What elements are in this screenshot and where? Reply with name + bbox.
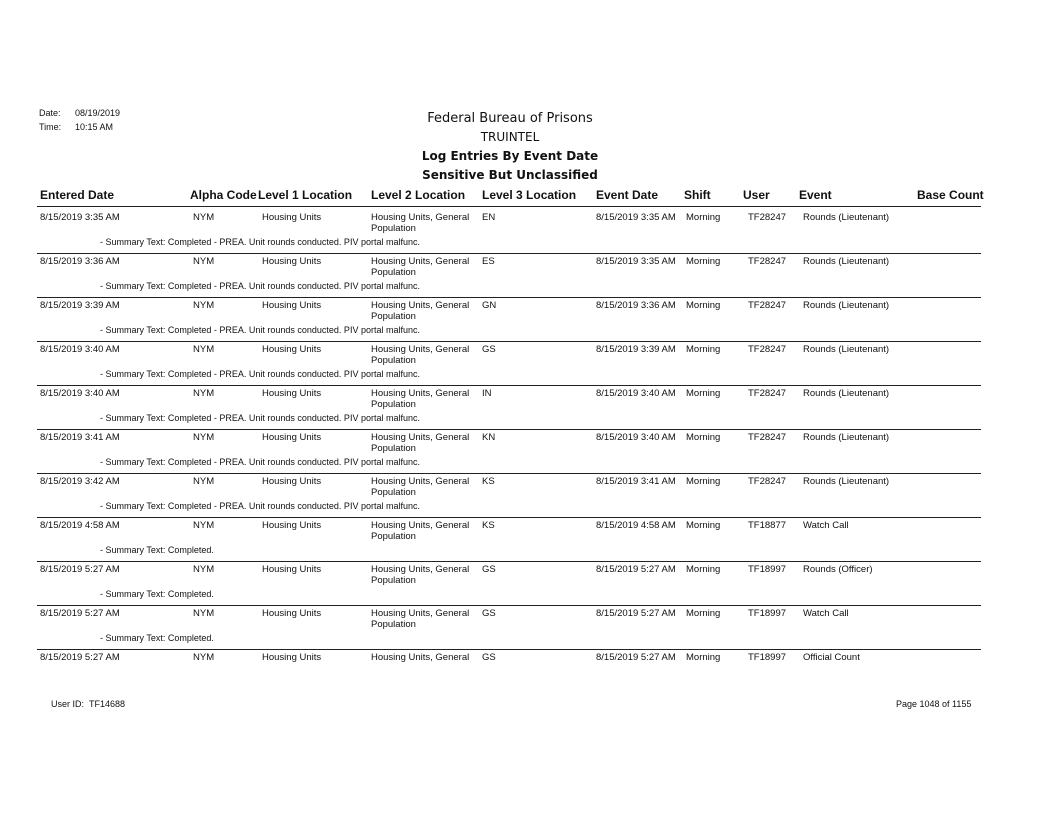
column-header: Level 1 Location xyxy=(258,188,353,202)
column-header: Event xyxy=(799,188,832,202)
cell-user: TF28247 xyxy=(748,212,787,223)
row-divider xyxy=(37,561,981,562)
cell-event: Watch Call xyxy=(803,608,849,619)
report-time: Time: 10:15 AM xyxy=(39,122,114,132)
cell-alpha: NYM xyxy=(193,608,215,619)
cell-l1: Housing Units xyxy=(262,388,322,399)
cell-entered: 8/15/2019 3:36 AM xyxy=(40,256,120,267)
cell-shift: Morning xyxy=(686,564,721,575)
cell-l2: Housing Units, General Population xyxy=(371,520,470,542)
cell-l1: Housing Units xyxy=(262,212,322,223)
cell-l2: Housing Units, General Population xyxy=(371,476,470,498)
cell-l1: Housing Units xyxy=(262,432,322,443)
page-number: Page 1048 of 1155 xyxy=(896,699,972,709)
column-header: Shift xyxy=(684,188,711,202)
cell-l1: Housing Units xyxy=(262,300,322,311)
cell-l3: KN xyxy=(482,432,496,443)
cell-l3: KS xyxy=(482,476,495,487)
cell-event_date: 8/15/2019 3:40 AM xyxy=(596,388,676,399)
cell-user: TF18877 xyxy=(748,520,787,531)
summary-text: - Summary Text: Completed - PREA. Unit rounds conducted. PIV portal malfunc. xyxy=(100,325,420,335)
cell-event_date: 8/15/2019 3:39 AM xyxy=(596,344,676,355)
footer-user: User ID: TF14688 xyxy=(51,699,126,709)
cell-event_date: 8/15/2019 3:35 AM xyxy=(596,256,676,267)
cell-entered: 8/15/2019 5:27 AM xyxy=(40,564,120,575)
cell-shift: Morning xyxy=(686,300,721,311)
row-divider xyxy=(37,297,981,298)
cell-l2: Housing Units, General Population xyxy=(371,608,470,630)
cell-user: TF28247 xyxy=(748,432,787,443)
cell-l2: Housing Units, General xyxy=(371,652,470,663)
cell-event: Rounds (Lieutenant) xyxy=(803,476,890,487)
cell-alpha: NYM xyxy=(193,652,215,663)
cell-event: Rounds (Lieutenant) xyxy=(803,344,890,355)
cell-user: TF18997 xyxy=(748,564,787,575)
cell-event_date: 8/15/2019 3:40 AM xyxy=(596,432,676,443)
cell-l2: Housing Units, General Population xyxy=(371,256,470,278)
cell-l2: Housing Units, General Population xyxy=(371,300,470,322)
cell-user: TF18997 xyxy=(748,652,787,663)
column-header: Alpha Code xyxy=(190,188,257,202)
cell-l2: Housing Units, General Population xyxy=(371,344,470,366)
cell-l1: Housing Units xyxy=(262,608,322,619)
cell-shift: Morning xyxy=(686,476,721,487)
header-rule xyxy=(37,206,981,207)
cell-event_date: 8/15/2019 5:27 AM xyxy=(596,564,676,575)
org-title: Federal Bureau of Prisons xyxy=(427,111,593,126)
report-title: Log Entries By Event Date xyxy=(421,149,599,163)
summary-text: - Summary Text: Completed. xyxy=(100,545,214,555)
summary-text: - Summary Text: Completed - PREA. Unit rounds conducted. PIV portal malfunc. xyxy=(100,237,420,247)
summary-text: - Summary Text: Completed. xyxy=(100,633,214,643)
column-header: Base Count xyxy=(917,188,984,202)
cell-alpha: NYM xyxy=(193,564,215,575)
cell-l2: Housing Units, General Population xyxy=(371,212,470,234)
cell-shift: Morning xyxy=(686,520,721,531)
cell-l2: Housing Units, General Population xyxy=(371,388,470,410)
cell-shift: Morning xyxy=(686,608,721,619)
cell-l3: IN xyxy=(482,388,492,399)
cell-user: TF18997 xyxy=(748,608,787,619)
cell-shift: Morning xyxy=(686,652,721,663)
cell-l2: Housing Units, General Population xyxy=(371,432,470,454)
cell-l3: GS xyxy=(482,652,496,663)
cell-alpha: NYM xyxy=(193,476,215,487)
cell-entered: 8/15/2019 5:27 AM xyxy=(40,608,120,619)
cell-l1: Housing Units xyxy=(262,476,322,487)
classification: Sensitive But Unclassified xyxy=(422,168,598,182)
summary-text: - Summary Text: Completed - PREA. Unit rounds conducted. PIV portal malfunc. xyxy=(100,369,420,379)
cell-event_date: 8/15/2019 5:27 AM xyxy=(596,652,676,663)
system-title: TRUINTEL xyxy=(480,130,540,144)
row-divider xyxy=(37,649,981,650)
cell-event_date: 8/15/2019 3:35 AM xyxy=(596,212,676,223)
summary-text: - Summary Text: Completed - PREA. Unit rounds conducted. PIV portal malfunc. xyxy=(100,413,420,423)
column-header: Entered Date xyxy=(40,188,115,202)
cell-event_date: 8/15/2019 3:41 AM xyxy=(596,476,676,487)
row-divider xyxy=(37,473,981,474)
cell-entered: 8/15/2019 3:39 AM xyxy=(40,300,120,311)
cell-shift: Morning xyxy=(686,388,721,399)
column-header: Level 3 Location xyxy=(482,188,577,202)
cell-alpha: NYM xyxy=(193,520,215,531)
cell-l3: GS xyxy=(482,564,496,575)
cell-shift: Morning xyxy=(686,344,721,355)
cell-shift: Morning xyxy=(686,212,721,223)
cell-entered: 8/15/2019 3:40 AM xyxy=(40,388,120,399)
cell-entered: 8/15/2019 3:41 AM xyxy=(40,432,120,443)
row-divider xyxy=(37,605,981,606)
cell-l3: EN xyxy=(482,212,496,223)
cell-event: Rounds (Lieutenant) xyxy=(803,388,890,399)
cell-user: TF28247 xyxy=(748,300,787,311)
cell-l3: GN xyxy=(482,300,497,311)
summary-text: - Summary Text: Completed - PREA. Unit rounds conducted. PIV portal malfunc. xyxy=(100,457,420,467)
cell-l1: Housing Units xyxy=(262,256,322,267)
cell-l2: Housing Units, General Population xyxy=(371,564,470,586)
cell-alpha: NYM xyxy=(193,344,215,355)
row-divider xyxy=(37,385,981,386)
column-header: Level 2 Location xyxy=(371,188,466,202)
cell-event: Rounds (Lieutenant) xyxy=(803,300,890,311)
report-date: Date: 08/19/2019 xyxy=(39,108,121,118)
cell-l1: Housing Units xyxy=(262,652,322,663)
cell-alpha: NYM xyxy=(193,256,215,267)
cell-entered: 8/15/2019 3:42 AM xyxy=(40,476,120,487)
cell-alpha: NYM xyxy=(193,212,215,223)
cell-l3: ES xyxy=(482,256,495,267)
cell-user: TF28247 xyxy=(748,388,787,399)
row-divider xyxy=(37,253,981,254)
row-divider xyxy=(37,517,981,518)
cell-event: Watch Call xyxy=(803,520,849,531)
row-divider xyxy=(37,429,981,430)
cell-user: TF28247 xyxy=(748,476,787,487)
cell-entered: 8/15/2019 5:27 AM xyxy=(40,652,120,663)
cell-l3: GS xyxy=(482,608,496,619)
cell-l1: Housing Units xyxy=(262,344,322,355)
cell-user: TF28247 xyxy=(748,344,787,355)
cell-event_date: 8/15/2019 4:58 AM xyxy=(596,520,676,531)
cell-alpha: NYM xyxy=(193,388,215,399)
cell-entered: 8/15/2019 3:35 AM xyxy=(40,212,120,223)
cell-event: Rounds (Lieutenant) xyxy=(803,432,890,443)
cell-l1: Housing Units xyxy=(262,564,322,575)
cell-entered: 8/15/2019 3:40 AM xyxy=(40,344,120,355)
cell-l3: KS xyxy=(482,520,495,531)
column-header: User xyxy=(743,188,770,202)
cell-event: Official Count xyxy=(803,652,860,663)
cell-alpha: NYM xyxy=(193,432,215,443)
cell-entered: 8/15/2019 4:58 AM xyxy=(40,520,120,531)
cell-event: Rounds (Officer) xyxy=(803,564,873,575)
cell-event_date: 8/15/2019 5:27 AM xyxy=(596,608,676,619)
row-divider xyxy=(37,341,981,342)
cell-event_date: 8/15/2019 3:36 AM xyxy=(596,300,676,311)
cell-event: Rounds (Lieutenant) xyxy=(803,212,890,223)
summary-text: - Summary Text: Completed - PREA. Unit rounds conducted. PIV portal malfunc. xyxy=(100,281,420,291)
cell-event: Rounds (Lieutenant) xyxy=(803,256,890,267)
cell-l3: GS xyxy=(482,344,496,355)
cell-l1: Housing Units xyxy=(262,520,322,531)
cell-user: TF28247 xyxy=(748,256,787,267)
summary-text: - Summary Text: Completed - PREA. Unit rounds conducted. PIV portal malfunc. xyxy=(100,501,420,511)
column-header: Event Date xyxy=(596,188,659,202)
summary-text: - Summary Text: Completed. xyxy=(100,589,214,599)
cell-alpha: NYM xyxy=(193,300,215,311)
cell-shift: Morning xyxy=(686,432,721,443)
cell-shift: Morning xyxy=(686,256,721,267)
